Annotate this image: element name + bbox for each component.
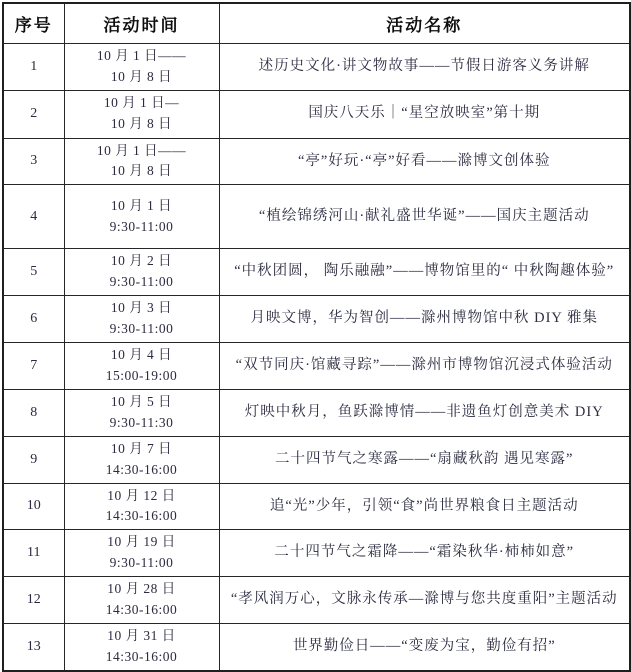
serial-number-cell: 3 (3, 138, 64, 185)
time-line-1: 10 月 2 日 (110, 253, 173, 269)
time-line-2: 14:30-16:00 (105, 508, 178, 524)
time-line-2: 14:30-16:00 (105, 649, 178, 665)
serial-number-cell: 2 (3, 90, 64, 138)
activity-time-cell (64, 185, 219, 249)
time-line-1: 10 月 1 日 (110, 197, 173, 213)
time-line-1: 10 月 7 日 (110, 440, 173, 456)
activity-schedule-table (2, 2, 631, 672)
time-line-2: 9:30-11:00 (109, 321, 174, 337)
serial-number-cell: 13 (3, 624, 64, 671)
header-activity-name: 活动名称 (219, 3, 630, 43)
serial-number-cell: 8 (3, 389, 64, 436)
activity-time-cell (64, 577, 219, 624)
time-line-1: 10 月 28 日 (107, 581, 176, 597)
table-row (3, 389, 630, 436)
time-line-1: 10 月 31 日 (107, 628, 176, 644)
activity-time-cell (64, 483, 219, 530)
time-line-2: 9:30-11:00 (109, 218, 174, 234)
activity-name-cell: “亭”好玩·“亭”好看——滁博文创体验 (219, 138, 630, 185)
time-line-1: 10 月 1 日—— (96, 142, 187, 158)
activity-time-cell (64, 90, 219, 138)
table-row (3, 483, 630, 530)
serial-number-cell: 12 (3, 577, 64, 624)
activity-time-cell (64, 436, 219, 483)
serial-number-cell: 10 (3, 483, 64, 530)
time-line-2: 15:00-19:00 (105, 367, 178, 383)
activity-name-cell: 二十四节气之霜降——“霜染秋华·柿柿如意” (219, 530, 630, 577)
activity-name-cell: “植绘锦绣河山·献礼盛世华诞”——国庆主题活动 (219, 185, 630, 249)
time-line-2: 10 月 8 日 (110, 68, 173, 84)
time-line-1: 10 月 5 日 (110, 393, 173, 409)
time-line-1: 10 月 12 日 (107, 487, 176, 503)
activity-name-cell: 月映文博，华为智创——滁州博物馆中秋 DIY 雅集 (219, 296, 630, 343)
serial-number-cell: 7 (3, 343, 64, 390)
table-row (3, 530, 630, 577)
time-line-2: 9:30-11:00 (109, 274, 174, 290)
table-row (3, 577, 630, 624)
activity-name-cell: “中秋团圆， 陶乐融融”——博物馆里的“ 中秋陶趣体验” (219, 249, 630, 296)
header-activity-time: 活动时间 (64, 3, 219, 43)
serial-number-cell: 1 (3, 43, 64, 90)
table-row (3, 249, 630, 296)
activity-name-cell: 二十四节气之寒露——“扇藏秋韵 遇见寒露” (219, 436, 630, 483)
table-row (3, 296, 630, 343)
serial-number-cell: 4 (3, 185, 64, 249)
time-line-2: 9:30-11:00 (109, 555, 174, 571)
table-row (3, 436, 630, 483)
activity-time-cell (64, 343, 219, 390)
activity-time-cell (64, 624, 219, 671)
table-header-row (3, 3, 630, 43)
activity-time-cell (64, 296, 219, 343)
activity-time-cell (64, 138, 219, 185)
time-line-1: 10 月 1 日— (103, 95, 180, 111)
serial-number-cell: 11 (3, 530, 64, 577)
table-row (3, 90, 630, 138)
table-row (3, 624, 630, 671)
time-line-2: 10 月 8 日 (110, 116, 173, 131)
serial-number-cell: 9 (3, 436, 64, 483)
activity-name-cell: “双节同庆·馆藏寻踪”——滁州市博物馆沉浸式体验活动 (219, 343, 630, 390)
time-line-2: 9:30-11:30 (109, 414, 174, 430)
serial-number-cell: 6 (3, 296, 64, 343)
time-line-1: 10 月 3 日 (110, 300, 173, 316)
table-row (3, 185, 630, 249)
time-line-1: 10 月 19 日 (107, 534, 176, 550)
time-line-2: 14:30-16:00 (105, 461, 178, 477)
time-line-2: 14:30-16:00 (105, 602, 178, 618)
activity-name-cell: 灯映中秋月，鱼跃滁博情——非遗鱼灯创意美术 DIY (219, 389, 630, 436)
time-line-2: 10 月 8 日 (110, 163, 173, 179)
table-row (3, 43, 630, 90)
activity-name-cell: 述历史文化·讲文物故事——节假日游客义务讲解 (219, 43, 630, 90)
activity-name-cell: 国庆八天乐｜“星空放映室”第十期 (219, 90, 630, 138)
activity-time-cell (64, 389, 219, 436)
table-row (3, 343, 630, 390)
header-serial-number: 序号 (3, 3, 64, 43)
activity-name-cell: “孝风润万心，文脉永传承—滁博与您共度重阳”主题活动 (219, 577, 630, 624)
activity-name-cell: 追“光”少年，引领“食”尚世界粮食日主题活动 (219, 483, 630, 530)
activity-time-cell (64, 249, 219, 296)
serial-number-cell: 5 (3, 249, 64, 296)
activity-time-cell (64, 530, 219, 577)
time-line-1: 10 月 1 日—— (96, 47, 187, 63)
table-row (3, 138, 630, 185)
time-line-1: 10 月 4 日 (110, 347, 173, 363)
activity-time-cell (64, 43, 219, 90)
activity-name-cell: 世界勤俭日——“变废为宝，勤俭有招” (219, 624, 630, 671)
